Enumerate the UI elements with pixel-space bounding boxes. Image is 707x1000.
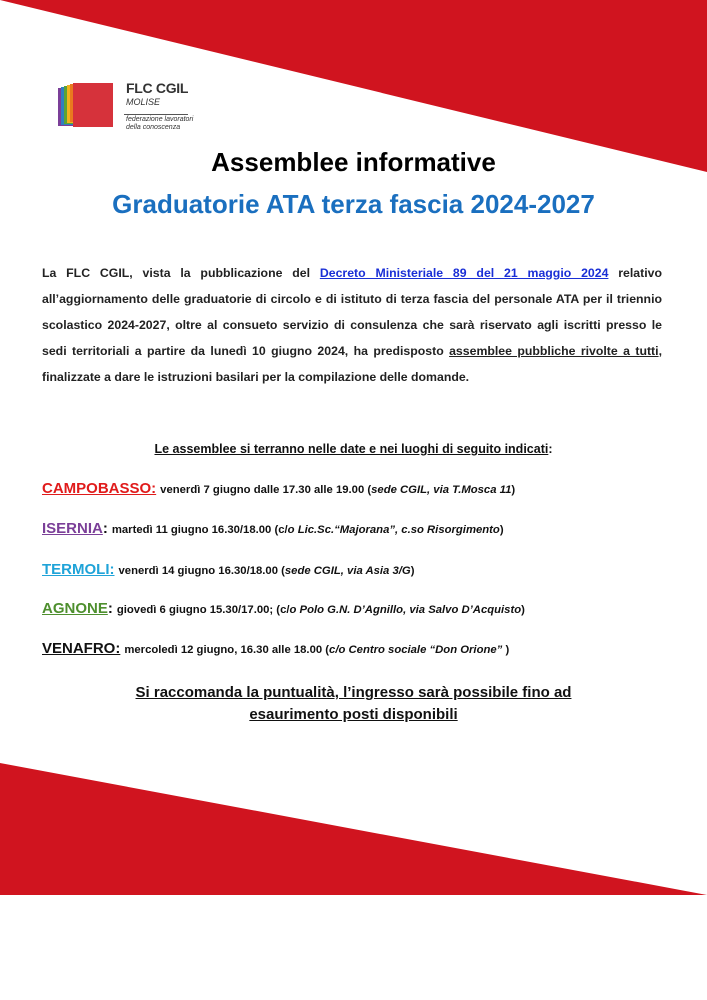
event-where: sede CGIL, via T.Mosca 11 (371, 484, 512, 496)
city-suffix: : (107, 600, 113, 617)
logo-tagline-1: federazione lavoratori (126, 116, 194, 123)
event-where: o Lic.Sc.“Majorana”, c.so Risorgimento (287, 524, 500, 536)
event-close: ) (410, 565, 415, 577)
bottom-red-band (0, 763, 707, 895)
event-close: ) (521, 604, 525, 616)
event-close: ) (511, 484, 516, 496)
schedule-heading-suffix: : (548, 442, 553, 456)
schedule-heading-text: Le assemblee si terranno nelle date e nei luoghi di seguito indicati (154, 442, 549, 456)
event-when: mercoledì 12 giugno, 16.30 alle 18.00 ( (124, 644, 330, 656)
page-title: Assemblee informative (211, 147, 496, 177)
event-close: ) (505, 644, 510, 656)
closing-line-1: Si raccomanda la puntualità, l’ingresso sarà possibile fino ad (135, 684, 572, 701)
intro-underlined-text: assemblee pubbliche rivolte a tutti (449, 344, 659, 358)
event-when: giovedì 6 giugno 15.30/17.00; (c/ (116, 604, 290, 616)
closing-line-2: esaurimento posti disponibili (249, 706, 458, 723)
intro-text-2: relativo all’aggiornamento delle graduatorie di circolo e di istituto di terza fascia del personale ATA per il triennio scolastico 2024-2027, oltre al consueto servizio di consulenza che sarà riservato agli iscritti presso le sedi territoriali a partire da lunedì 10 giugno 2024, ha predisposto (42, 266, 662, 358)
schedule-item-agnone (42, 600, 525, 617)
event-when: venerdì 14 giugno 16.30/18.00 ( (118, 565, 285, 577)
city-name: AGNONE (42, 600, 108, 617)
flc-cgil-logo (58, 80, 208, 136)
city-name: CAMPOBASSO: (42, 480, 157, 497)
city-name: VENAFRO: (42, 640, 121, 657)
intro-paragraph (42, 260, 662, 390)
city-name: TERMOLI: (42, 561, 115, 578)
city-name: ISERNIA (42, 520, 103, 537)
city-suffix: : (102, 520, 108, 537)
schedule-heading (0, 442, 707, 456)
logo-tagline-2: della conoscenza (126, 124, 181, 131)
schedule-item-campobasso (42, 480, 515, 497)
schedule-item-isernia (42, 520, 504, 537)
event-close: ) (499, 524, 504, 536)
decree-link[interactable]: Decreto Ministeriale 89 del 21 maggio 2024 (319, 266, 609, 280)
closing-note (0, 682, 707, 726)
schedule-item-venafro (42, 640, 509, 657)
event-when: martedì 11 giugno 16.30/18.00 (c/ (111, 524, 288, 536)
event-where: o Polo G.N. D’Agnillo, via Salvo D’Acquisto (289, 604, 522, 616)
logo-region-text: MOLISE (126, 97, 161, 107)
schedule-item-termoli (42, 561, 414, 578)
logo-brand-text: FLC CGIL (126, 80, 189, 96)
logo-divider (124, 114, 188, 115)
page-subtitle: Graduatorie ATA terza fascia 2024-2027 (112, 189, 595, 219)
event-where: c/o Centro sociale “Don Orione” (329, 644, 506, 656)
logo-square-red (73, 83, 113, 127)
event-where: sede CGIL, via Asia 3/G (284, 565, 411, 577)
intro-text-3: , finalizzate a dare le istruzioni basilari per la compilazione delle domande. (42, 344, 662, 384)
intro-text-1: La FLC CGIL, vista la pubblicazione del (42, 266, 320, 280)
event-when: venerdì 7 giugno dalle 17.30 alle 19.00 ( (160, 484, 372, 496)
